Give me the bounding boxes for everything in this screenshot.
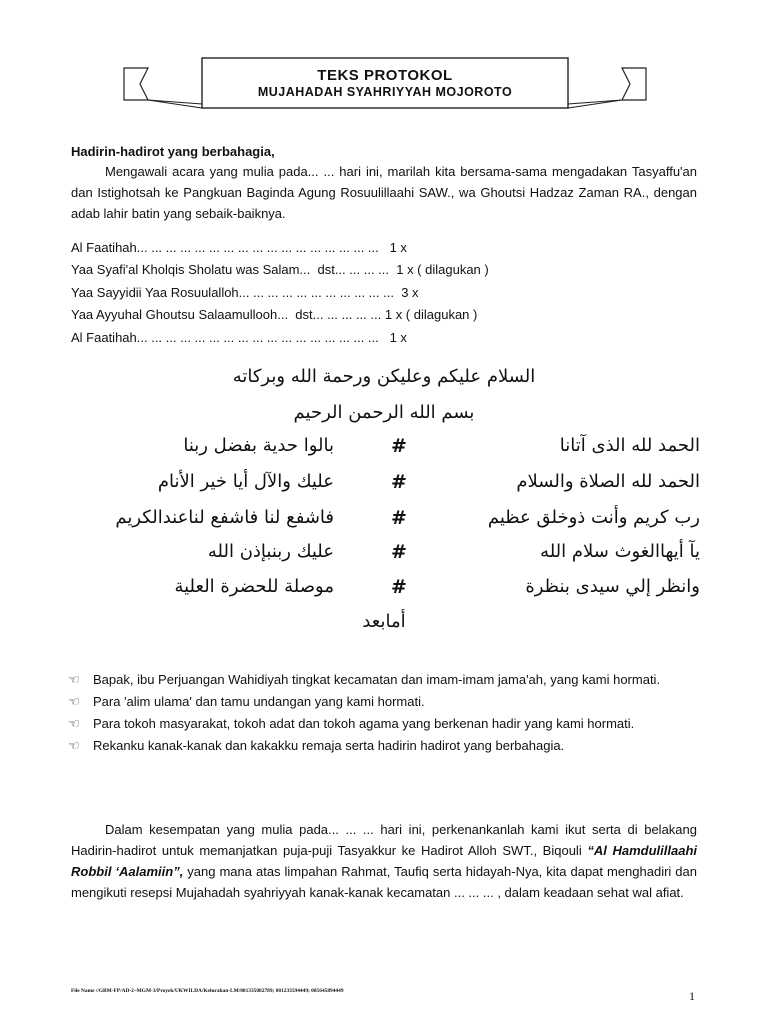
verse-separator: # <box>391 435 407 457</box>
list-item <box>68 735 698 756</box>
arabic-salam: السلام عليكم وعليكن ورحمة الله وبركاته <box>232 366 536 387</box>
list-item-text: Rekanku kanak-kanak dan kakakku remaja serta hadirin hadirot yang berbahagia. <box>93 738 565 753</box>
verse-row <box>100 435 700 465</box>
verse-first-half: الحمد لله الصلاة والسلام <box>516 471 700 492</box>
order-item: Al Faatihah... ... ... ... ... ... ... ... ... ... ... ... ... ... ... ... ... 1 x <box>71 329 407 345</box>
verse-separator: # <box>391 507 407 529</box>
verse-separator: # <box>391 541 407 563</box>
verse-second-half: عليك ربنبإذن الله <box>207 541 334 562</box>
footer-file-note: File Name //GBM-FP/AD-2~MGM-3/Proyek/UKWILDA/Kelurahan-LM/081335082789; 081233594449; 085645894449 <box>71 988 344 994</box>
list-item <box>68 669 698 690</box>
pointing-hand-icon: ☜ <box>68 738 80 753</box>
document-subtitle: MUJAHADAH SYAHRIYYAH MOJOROTO <box>257 85 513 99</box>
closing-text-part2: yang mana atas limpahan Rahmat, Taufiq serta hidayah-Nya, kita dapat menghadiri dan mengikuti resepsi Mujahadah syahriyyah kanak-kanak kecamatan ... ... ... , dalam keadaan sehat wal afiat. <box>71 864 697 900</box>
list-item-text: Para 'alim ulama' dan tamu undangan yang kami hormati. <box>93 694 425 709</box>
order-list <box>71 237 489 349</box>
verse-first-half: يآ أيهاالغوث سلام الله <box>540 541 700 562</box>
list-item-text: Para tokoh masyarakat, tokoh adat dan tokoh agama yang berkenan hadir yang kami hormati. <box>93 716 635 731</box>
page-number: 1 <box>689 989 695 1003</box>
order-item: Al Faatihah... ... ... ... ... ... ... ... ... ... ... ... ... ... ... ... ... 1 x <box>71 240 407 255</box>
list-item-text: Bapak, ibu Perjuangan Wahidiyah tingkat kecamatan dan imam-imam jama'ah, yang kami hormati. <box>93 672 661 687</box>
closing-quote: “Al Hamdulillaahi Robbil ‘Aalamiin”, <box>71 843 697 879</box>
title-banner <box>122 54 648 112</box>
greeting: Hadirin-hadirot yang berbahagia, <box>71 144 275 159</box>
verse-first-half: وانظر إلي سيدى بنظرة <box>525 576 700 597</box>
closing-text-part1: Dalam kesempatan yang mulia pada... ... ... hari ini, perkenankanlah kami ikut serta di belakang Hadirin-hadirot untuk memanjatkan puja-puji Tasyakkur ke Hadirot Alloh SWT., Biqouli <box>71 822 697 858</box>
verse-row <box>100 471 700 501</box>
order-item: Yaa Syafi'al Kholqis Sholatu was Salam... dst... ... ... ... 1 x ( dilagukan ) <box>71 262 489 278</box>
document-title: TEKS PROTOKOL <box>317 67 453 84</box>
arabic-amma-baad: أمابعد <box>362 611 406 632</box>
pointing-hand-icon: ☜ <box>68 716 80 731</box>
closing-paragraph <box>71 819 697 903</box>
verse-row <box>100 507 700 537</box>
pointing-hand-icon: ☜ <box>68 672 80 687</box>
pointing-hand-icon: ☜ <box>68 694 80 709</box>
order-item: Yaa Sayyidii Yaa Rosuulalloh... ... ... ... ... ... ... ... ... ... ... 3 x <box>71 284 419 300</box>
verse-second-half: فاشفع لنا فاشفع لناعندالكريم <box>115 507 334 528</box>
opening-paragraph: Mengawali acara yang mulia pada... ... hari ini, marilah kita bersama-sama mengadakan Tasyaffu'an dan Istighotsah ke Pangkuan Baginda Agung Rosuulillaahi SAW., wa Ghoutsi Hadzaz Zaman RA., dengan adab lahir batin yang sebaik-baiknya. <box>71 164 697 221</box>
order-item: Yaa Ayyuhal Ghoutsu Salaamullooh... dst... ... ... ... ... 1 x ( dilagukan ) <box>71 307 478 323</box>
verse-separator: # <box>391 576 407 598</box>
arabic-basmalah: بسم الله الرحمن الرحيم <box>293 402 475 423</box>
verse-row <box>100 576 700 606</box>
list-item <box>68 713 698 734</box>
verse-separator: # <box>391 471 407 493</box>
verse-row <box>100 541 700 571</box>
verse-second-half: بالوا حدية بفضل ربنا <box>183 435 334 456</box>
salutation-list <box>68 669 698 757</box>
verse-second-half: عليك والآل أيا خير الأنام <box>157 471 334 492</box>
verse-first-half: الحمد لله الذى آتانا <box>559 435 700 456</box>
verse-second-half: موصلة للحضرة العلية <box>174 576 334 597</box>
verse-first-half: رب كريم وأنت ذوخلق عظيم <box>487 507 700 528</box>
list-item <box>68 691 698 712</box>
